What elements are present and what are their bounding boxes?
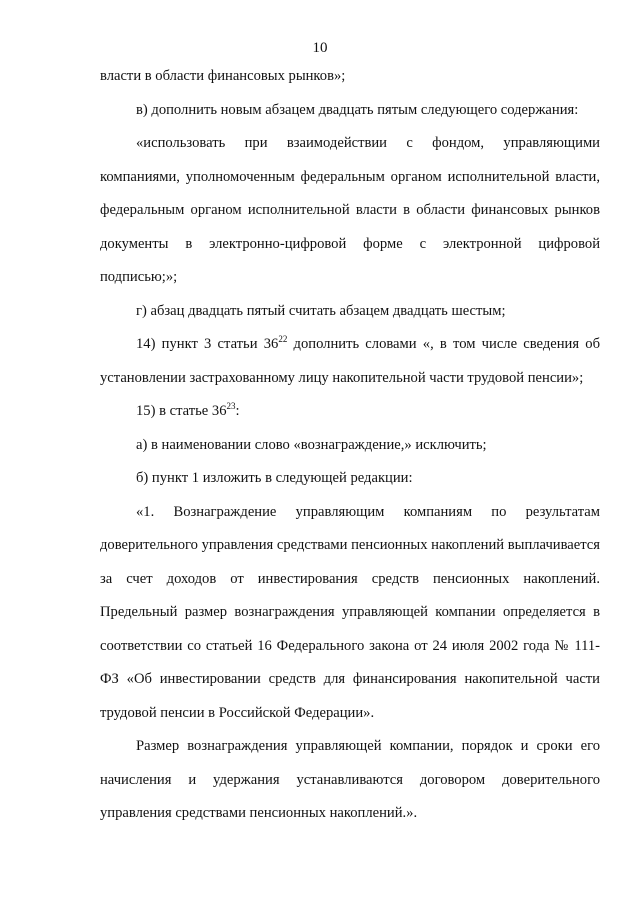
article-superscript-23: 23	[226, 401, 236, 411]
paragraph-5	[100, 328, 600, 395]
paragraph-2: в) дополнить новым абзацем двадцать пятым следующего содержания:	[136, 101, 579, 118]
paragraph-1: власти в области финансовых рынков»;	[100, 68, 346, 84]
article-superscript-22: 22	[278, 334, 288, 344]
paragraph-6	[100, 395, 600, 429]
paragraph-6-text-after: :	[235, 403, 240, 419]
paragraph-9: «1. Вознаграждение управляющим компаниям по результатам доверительного управления средствами пенсионных накоплений выплачивается за счет доходов от инвестирования средств пенсионных накоплений. Предельный размер вознаграждения управляющей компании определяется в соответствии со статьей 16 Федерального закона от 24 июля 2002 года № 111-ФЗ «Об инвестировании средств для финансирования накопительной части трудовой пенсии в Российской Федерации».	[100, 503, 600, 721]
document-body	[100, 60, 600, 831]
paragraph-5-text-before: 14) пункт 3 статьи 36	[136, 336, 279, 352]
paragraph-4: г) абзац двадцать пятый считать абзацем двадцать шестым;	[136, 302, 506, 319]
paragraph-5-text-after: дополнить словами «, в том числе сведения об установлении застрахованному лицу накопительной части трудовой пенсии»;	[100, 336, 600, 386]
paragraph-3: «использовать при взаимодействии с фондом, управляющими компаниями, уполномоченным федеральным органом исполнительной власти, федеральным органом исполнительной власти в области финансовых рынков документы в электронно-цифровой форме с электронной цифровой подписью;»;	[100, 135, 600, 285]
page-number: 10	[312, 40, 328, 56]
paragraph-7: а) в наименовании слово «вознаграждение,» исключить;	[136, 436, 487, 453]
paragraph-6-text-before: 15) в статье 36	[136, 403, 227, 419]
paragraph-8: б) пункт 1 изложить в следующей редакции:	[136, 470, 413, 486]
paragraph-10: Размер вознаграждения управляющей компании, порядок и сроки его начисления и удержания устанавливаются договором доверительного управления средствами пенсионных накоплений.».	[100, 738, 600, 821]
